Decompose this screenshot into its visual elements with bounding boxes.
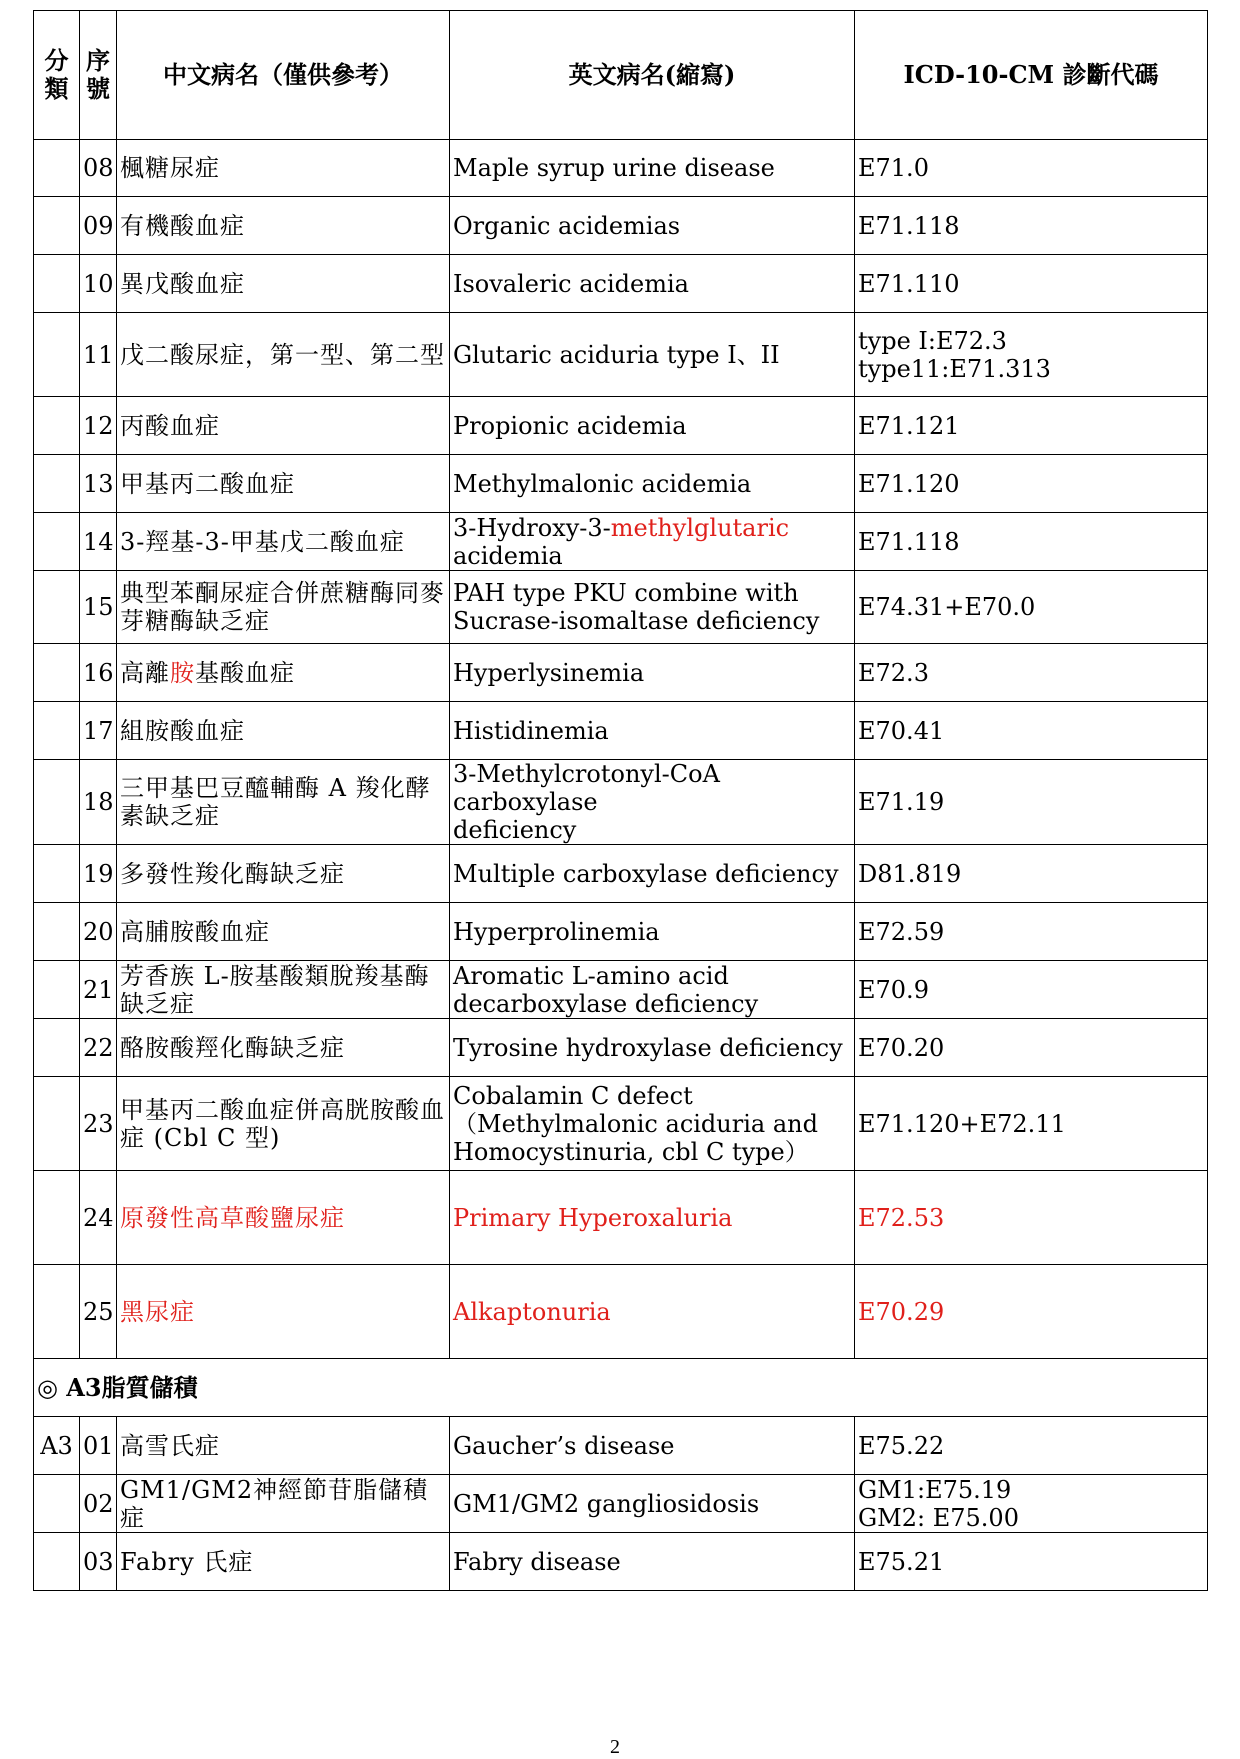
cell-zh-name: 戊二酸尿症，第一型、第二型 [117,313,450,397]
cell-category [34,903,80,961]
cell-seq: 14 [80,513,117,571]
table-row [34,397,1208,455]
cell-icd-code: E70.29 [855,1265,1208,1359]
zh-name-part: 高離 [120,658,170,687]
cell-zh-name: 典型苯酮尿症合併蔗糖酶同麥芽糖酶缺乏症 [117,571,450,644]
en-name-line: Cobalamin C defect [453,1081,693,1110]
cell-icd-code: E75.22 [855,1417,1208,1475]
cell-icd-code: E71.0 [855,140,1208,197]
cell-seq: 18 [80,760,117,845]
en-name-part: acidemia [453,541,563,570]
cell-category [34,1533,80,1591]
cell-zh-name: 有機酸血症 [117,197,450,255]
cell-icd-code: E72.3 [855,644,1208,702]
cell-icd-code: E72.53 [855,1171,1208,1265]
cell-en-name [450,760,855,845]
en-name-line: 3-Methylcrotonyl-CoA carboxylase [453,760,720,816]
cell-en-name: Isovaleric acidemia [450,255,855,313]
en-name-line: decarboxylase deficiency [453,989,759,1018]
cell-category [34,140,80,197]
table-row [34,571,1208,644]
table-row [34,1171,1208,1265]
table-row [34,1265,1208,1359]
cell-en-name [450,1077,855,1171]
cell-icd-code: E75.21 [855,1533,1208,1591]
cell-en-name: Gaucher’s disease [450,1417,855,1475]
cell-icd-code: E71.120+E72.11 [855,1077,1208,1171]
cell-en-name: Maple syrup urine disease [450,140,855,197]
zh-name-part: 基酸血症 [195,658,295,687]
cell-seq: 03 [80,1533,117,1591]
cell-icd-code: E72.59 [855,903,1208,961]
table-row [34,1475,1208,1533]
cell-en-name: Histidinemia [450,702,855,760]
cell-category [34,571,80,644]
cell-en-name [450,571,855,644]
cell-category [34,313,80,397]
cell-category [34,1171,80,1265]
cell-seq: 21 [80,961,117,1019]
cell-seq: 23 [80,1077,117,1171]
cell-en-name [450,513,855,571]
cell-zh-name: 高雪氏症 [117,1417,450,1475]
cell-category [34,961,80,1019]
table-row [34,140,1208,197]
icd-code-line: GM1:E75.19 [858,1475,1012,1504]
cell-icd-code: E70.41 [855,702,1208,760]
cell-zh-name: 組胺酸血症 [117,702,450,760]
cell-en-name [450,961,855,1019]
cell-seq: 01 [80,1417,117,1475]
cell-seq: 02 [80,1475,117,1533]
cell-category [34,1265,80,1359]
cell-icd-code: E71.118 [855,513,1208,571]
cell-icd-code: E74.31+E70.0 [855,571,1208,644]
cell-icd-code [855,313,1208,397]
en-name-highlight: methylglutaric [610,513,790,542]
page-number: 2 [610,1736,620,1758]
cell-en-name: Propionic acidemia [450,397,855,455]
cell-seq: 25 [80,1265,117,1359]
cell-icd-code: E70.20 [855,1019,1208,1077]
cell-en-name: Organic acidemias [450,197,855,255]
cell-seq: 10 [80,255,117,313]
cell-category [34,845,80,903]
cell-category [34,644,80,702]
en-name-line: PAH type PKU combine with [453,579,799,607]
cell-zh-name: 異戊酸血症 [117,255,450,313]
table-row [34,961,1208,1019]
icd-code-line: type11:E71.313 [858,354,1051,383]
cell-icd-code: D81.819 [855,845,1208,903]
cell-en-name: Glutaric aciduria type I、II [450,313,855,397]
en-name-line: Sucrase-isomaltase deficiency [453,607,820,635]
cell-zh-name [117,644,450,702]
cell-en-name: GM1/GM2 gangliosidosis [450,1475,855,1533]
cell-category [34,397,80,455]
cell-zh-name: 多發性羧化酶缺乏症 [117,845,450,903]
cell-seq: 11 [80,313,117,397]
cell-en-name: Methylmalonic acidemia [450,455,855,513]
cell-zh-name: 黑尿症 [117,1265,450,1359]
cell-en-name: Multiple carboxylase deficiency [450,845,855,903]
table-row [34,455,1208,513]
cell-zh-name: 楓糖尿症 [117,140,450,197]
table-row [34,702,1208,760]
table-row [34,197,1208,255]
cell-seq: 16 [80,644,117,702]
cell-category [34,1077,80,1171]
table-row [34,644,1208,702]
cell-category [34,1475,80,1533]
cell-category [34,760,80,845]
cell-seq: 13 [80,455,117,513]
cell-seq: 20 [80,903,117,961]
en-name-line: deficiency [453,816,577,844]
cell-zh-name: 甲基丙二酸血症 [117,455,450,513]
header-row [34,11,1208,140]
cell-seq: 24 [80,1171,117,1265]
cell-icd-code [855,1475,1208,1533]
cell-category [34,702,80,760]
en-name-line: （Methylmalonic aciduria and [453,1109,818,1138]
table-row [34,845,1208,903]
cell-en-name: Alkaptonuria [450,1265,855,1359]
cell-zh-name: 3-羥基-3-甲基戊二酸血症 [117,513,450,571]
header-icd: ICD-10-CM 診斷代碼 [855,11,1208,140]
header-en-name: 英文病名(縮寫) [450,11,855,140]
cell-icd-code: E71.121 [855,397,1208,455]
cell-zh-name: 芳香族 L-胺基酸類脫羧基酶缺乏症 [117,961,450,1019]
en-name-part: 3-Hydroxy-3- [453,513,611,542]
cell-en-name: Tyrosine hydroxylase deficiency [450,1019,855,1077]
disease-table [33,10,1208,1591]
table-row [34,255,1208,313]
header-category: 分類 [34,11,80,140]
section-title: ◎ A3脂質儲積 [34,1359,1208,1417]
en-name-line: Aromatic L-amino acid [453,961,729,990]
cell-seq: 15 [80,571,117,644]
cell-zh-name: 甲基丙二酸血症併高胱胺酸血症 (Cbl C 型) [117,1077,450,1171]
table-row [34,903,1208,961]
table-row [34,1533,1208,1591]
cell-icd-code: E70.9 [855,961,1208,1019]
section-row [34,1359,1208,1417]
cell-category [34,197,80,255]
table-row [34,1019,1208,1077]
cell-category: A3 [34,1417,80,1475]
table-row [34,760,1208,845]
cell-seq: 22 [80,1019,117,1077]
cell-en-name: Hyperlysinemia [450,644,855,702]
cell-category [34,255,80,313]
zh-name-highlight: 胺 [170,658,195,687]
icd-code-line: GM2: E75.00 [858,1503,1019,1532]
table-row [34,1077,1208,1171]
cell-zh-name: GM1/GM2神經節苷脂儲積症 [117,1475,450,1533]
cell-icd-code: E71.19 [855,760,1208,845]
header-seq: 序號 [80,11,117,140]
cell-seq: 09 [80,197,117,255]
icd-code-line: type I:E72.3 [858,326,1007,355]
table-row [34,1417,1208,1475]
table-row [34,313,1208,397]
cell-category [34,455,80,513]
cell-seq: 17 [80,702,117,760]
cell-en-name: Hyperprolinemia [450,903,855,961]
cell-seq: 08 [80,140,117,197]
table-row [34,513,1208,571]
header-zh-name: 中文病名（僅供參考） [117,11,450,140]
cell-category [34,1019,80,1077]
cell-zh-name: 高脯胺酸血症 [117,903,450,961]
cell-seq: 12 [80,397,117,455]
cell-zh-name: 丙酸血症 [117,397,450,455]
cell-seq: 19 [80,845,117,903]
cell-en-name: Primary Hyperoxaluria [450,1171,855,1265]
cell-icd-code: E71.118 [855,197,1208,255]
cell-icd-code: E71.110 [855,255,1208,313]
cell-zh-name: 酪胺酸羥化酶缺乏症 [117,1019,450,1077]
cell-zh-name: 三甲基巴豆醯輔酶 A 羧化酵素缺乏症 [117,760,450,845]
cell-zh-name: 原發性高草酸鹽尿症 [117,1171,450,1265]
en-name-line: Homocystinuria, cbl C type） [453,1137,809,1166]
cell-icd-code: E71.120 [855,455,1208,513]
cell-en-name: Fabry disease [450,1533,855,1591]
cell-category [34,513,80,571]
cell-zh-name: Fabry 氏症 [117,1533,450,1591]
